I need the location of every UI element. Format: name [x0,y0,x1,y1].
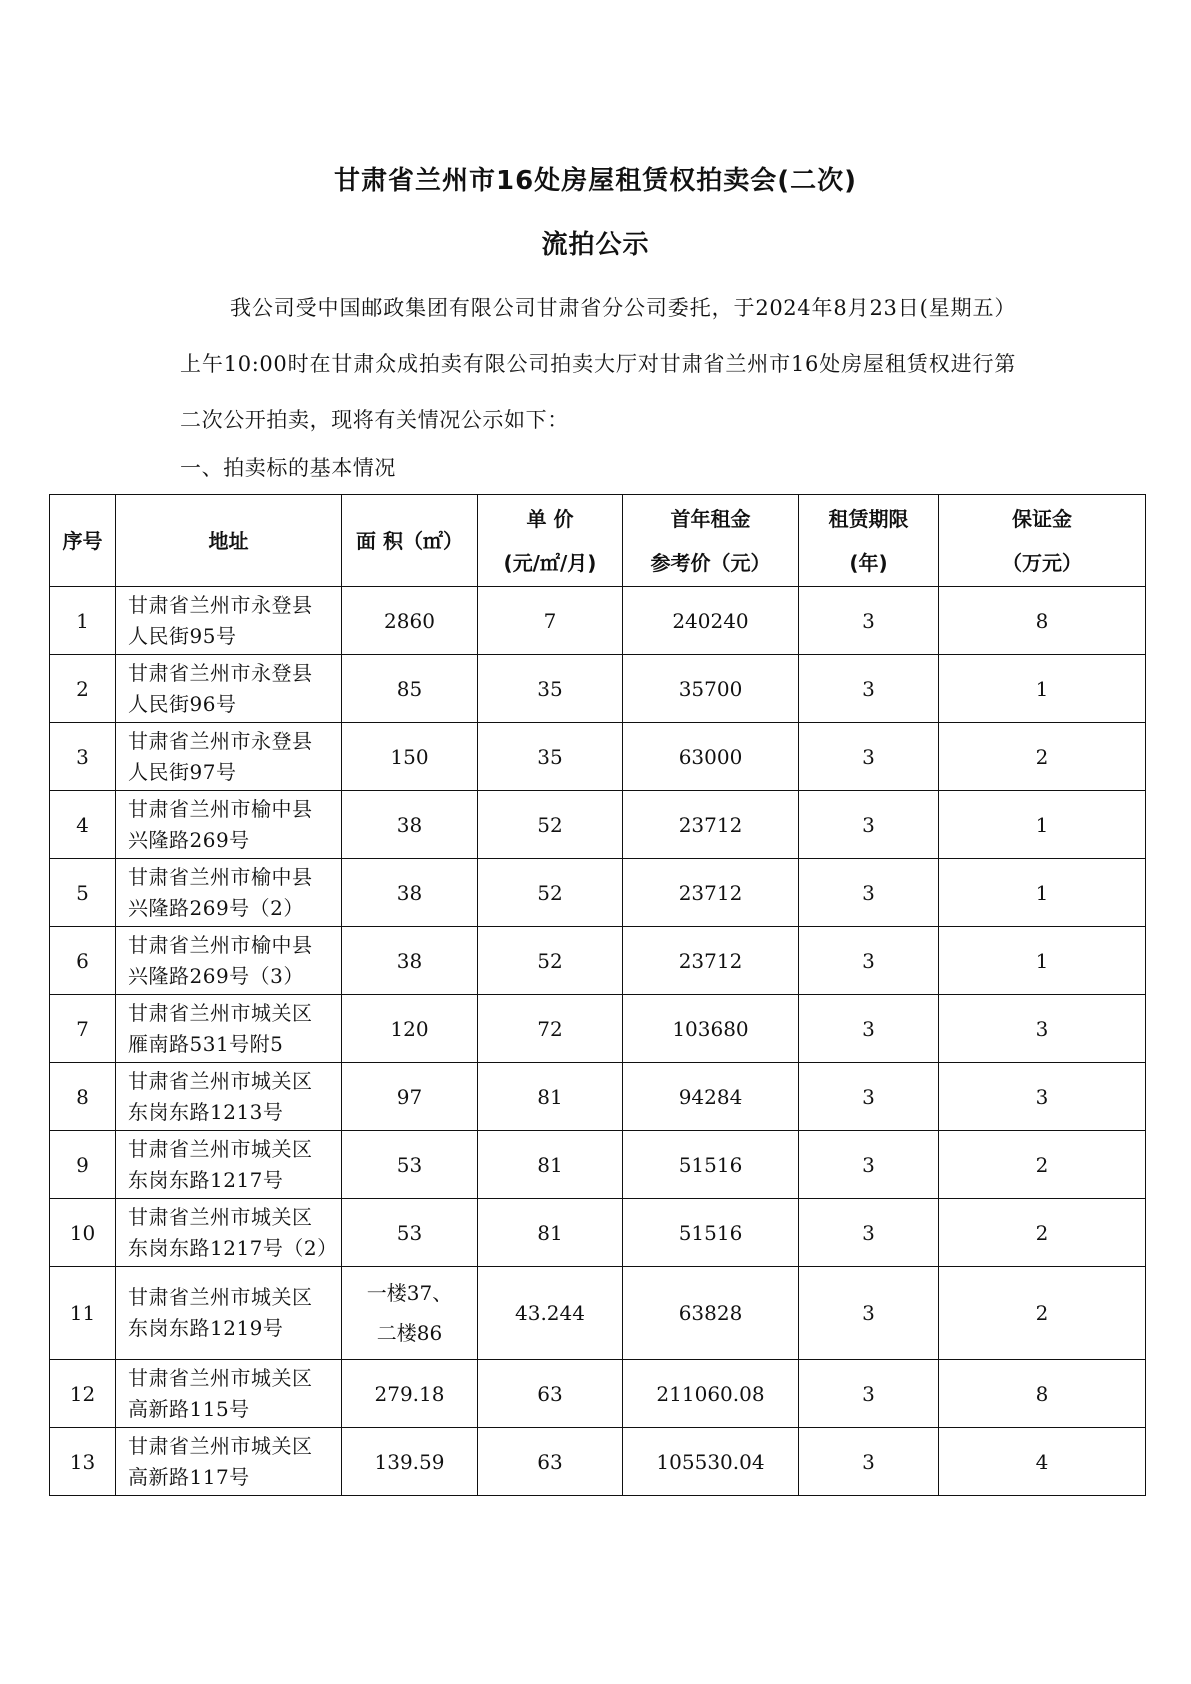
table-row [50,859,1146,927]
area-line1: 85 [396,676,423,701]
cell-unit-price: 63 [478,1360,623,1428]
address-line1: 甘肃省兰州市城关区 [128,1285,313,1309]
auction-items-table [49,494,1146,1496]
cell-deposit: 1 [939,655,1146,723]
cell-deposit: 8 [939,1360,1146,1428]
table-row [50,655,1146,723]
table-row [50,1428,1146,1496]
header-deposit-line1: 保证金 [1012,506,1072,531]
table-header-row [50,495,1146,587]
table-row [50,995,1146,1063]
cell-deposit: 2 [939,1131,1146,1199]
cell-area [342,655,478,723]
cell-unit-price: 35 [478,723,623,791]
area-line2: 二楼86 [376,1321,443,1345]
address-line1: 甘肃省兰州市城关区 [128,1433,313,1458]
address-line2: 东岗东路1217号 [128,1167,284,1192]
address-line1: 甘肃省兰州市城关区 [128,1136,313,1161]
cell-deposit: 1 [939,859,1146,927]
cell-unit-price: 81 [478,1131,623,1199]
area-line1: 150 [390,744,429,769]
cell-address [116,723,342,791]
address-line1: 甘肃省兰州市永登县 [128,592,313,617]
cell-rent: 211060.08 [623,1360,799,1428]
table-row [50,1063,1146,1131]
cell-term: 3 [799,1267,939,1360]
cell-rent: 240240 [623,587,799,655]
document-title: 甘肃省兰州市16处房屋租赁权拍卖会(二次) [334,166,857,196]
header-term [799,495,939,587]
header-term-line1: 租赁期限 [828,506,909,531]
header-rent [623,495,799,587]
cell-address [116,1428,342,1496]
header-address: 地址 [116,495,342,587]
cell-address [116,1267,342,1360]
address-line2: 兴隆路269号（2） [128,895,304,920]
cell-rent: 63828 [623,1267,799,1360]
cell-area [342,1063,478,1131]
cell-unit-price: 7 [478,587,623,655]
cell-seq: 5 [50,859,116,927]
table-row [50,587,1146,655]
header-unit-price-line2: (元/㎡/月) [503,550,597,575]
address-line1: 甘肃省兰州市城关区 [128,1365,313,1390]
address-line2: 东岗东路1217号（2） [128,1235,338,1260]
section-heading: 一、拍卖标的基本情况 [180,456,396,480]
address-line1: 甘肃省兰州市榆中县 [128,796,313,821]
area-line1: 一楼37、 [366,1281,453,1305]
cell-unit-price: 81 [478,1199,623,1267]
address-line1: 甘肃省兰州市城关区 [128,1000,313,1025]
cell-term: 3 [799,1131,939,1199]
header-unit-price-line1: 单 价 [526,506,574,531]
cell-seq: 1 [50,587,116,655]
cell-term: 3 [799,723,939,791]
cell-deposit: 3 [939,1063,1146,1131]
cell-rent: 51516 [623,1131,799,1199]
cell-address [116,927,342,995]
cell-deposit: 3 [939,995,1146,1063]
address-line2: 人民街97号 [128,759,237,784]
header-term-line2: (年) [849,550,888,575]
cell-term: 3 [799,859,939,927]
table-row [50,1267,1146,1360]
cell-rent: 23712 [623,791,799,859]
area-line1: 97 [396,1084,423,1109]
table-row [50,1199,1146,1267]
header-area: 面 积（㎡） [342,495,478,587]
intro-paragraph: 我公司受中国邮政集团有限公司甘肃省分公司委托，于2024年8月23日(星期五）上午10:00时在甘肃众成拍卖有限公司拍卖大厅对甘肃省兰州市16处房屋租赁权进行第二次公开拍卖，现将有关情况公示如下： [180,296,1016,432]
cell-term: 3 [799,1199,939,1267]
cell-rent: 23712 [623,927,799,995]
cell-address [116,859,342,927]
cell-address [116,1063,342,1131]
cell-term: 3 [799,1360,939,1428]
cell-seq: 11 [50,1267,116,1360]
cell-seq: 12 [50,1360,116,1428]
cell-address [116,587,342,655]
cell-rent: 94284 [623,1063,799,1131]
document-subtitle: 流拍公示 [541,230,650,260]
header-unit-price [478,495,623,587]
cell-area [342,1428,478,1496]
cell-area [342,1360,478,1428]
cell-seq: 7 [50,995,116,1063]
cell-area [342,1199,478,1267]
cell-term: 3 [799,655,939,723]
cell-deposit: 1 [939,927,1146,995]
header-deposit [939,495,1146,587]
cell-term: 3 [799,1428,939,1496]
cell-address [116,1360,342,1428]
address-line2: 人民街96号 [128,691,237,716]
header-deposit-line2: （万元） [1002,550,1082,575]
cell-term: 3 [799,791,939,859]
cell-area [342,859,478,927]
header-rent-line2: 参考价（元） [650,550,771,575]
cell-unit-price: 35 [478,655,623,723]
cell-seq: 9 [50,1131,116,1199]
cell-seq: 4 [50,791,116,859]
cell-seq: 8 [50,1063,116,1131]
cell-rent: 105530.04 [623,1428,799,1496]
address-line1: 甘肃省兰州市永登县 [128,660,313,685]
cell-address [116,1199,342,1267]
cell-address [116,995,342,1063]
area-line1: 38 [396,812,423,837]
cell-area [342,1267,478,1360]
cell-area [342,1131,478,1199]
address-line2: 东岗东路1219号 [128,1316,284,1340]
cell-rent: 63000 [623,723,799,791]
area-line1: 53 [396,1152,423,1177]
address-line2: 东岗东路1213号 [128,1099,284,1124]
address-line1: 甘肃省兰州市城关区 [128,1068,313,1093]
cell-unit-price: 52 [478,791,623,859]
table-body [50,587,1146,1496]
cell-rent: 23712 [623,859,799,927]
cell-unit-price: 81 [478,1063,623,1131]
cell-deposit: 2 [939,1199,1146,1267]
cell-unit-price: 52 [478,927,623,995]
cell-deposit: 2 [939,1267,1146,1360]
address-line1: 甘肃省兰州市永登县 [128,728,313,753]
table-row [50,791,1146,859]
cell-term: 3 [799,927,939,995]
cell-area [342,927,478,995]
cell-seq: 6 [50,927,116,995]
cell-area [342,791,478,859]
address-line2: 高新路117号 [128,1464,250,1489]
cell-term: 3 [799,587,939,655]
area-line1: 139.59 [374,1449,445,1474]
cell-rent: 35700 [623,655,799,723]
cell-deposit: 2 [939,723,1146,791]
address-line1: 甘肃省兰州市城关区 [128,1204,313,1229]
address-line2: 雁南路531号附5 [128,1031,284,1056]
cell-address [116,1131,342,1199]
cell-deposit: 1 [939,791,1146,859]
address-line1: 甘肃省兰州市榆中县 [128,864,313,889]
header-seq: 序号 [50,495,116,587]
area-line1: 120 [390,1016,429,1041]
area-line1: 38 [396,948,423,973]
cell-unit-price: 52 [478,859,623,927]
cell-seq: 3 [50,723,116,791]
address-line1: 甘肃省兰州市榆中县 [128,932,313,957]
area-line1: 38 [396,880,423,905]
cell-address [116,791,342,859]
address-line2: 兴隆路269号 [128,827,250,852]
table-row [50,723,1146,791]
cell-seq: 2 [50,655,116,723]
cell-term: 3 [799,995,939,1063]
area-line1: 279.18 [374,1381,445,1406]
cell-unit-price: 63 [478,1428,623,1496]
cell-seq: 13 [50,1428,116,1496]
header-rent-line1: 首年租金 [670,506,751,531]
cell-rent: 103680 [623,995,799,1063]
cell-seq: 10 [50,1199,116,1267]
cell-area [342,995,478,1063]
area-line1: 2860 [384,608,435,633]
address-line2: 高新路115号 [128,1396,250,1421]
table-row [50,1360,1146,1428]
cell-address [116,655,342,723]
cell-deposit: 4 [939,1428,1146,1496]
cell-area [342,587,478,655]
table-row [50,927,1146,995]
area-line1: 53 [396,1220,423,1245]
table-row [50,1131,1146,1199]
cell-rent: 51516 [623,1199,799,1267]
cell-term: 3 [799,1063,939,1131]
cell-unit-price: 43.244 [478,1267,623,1360]
cell-unit-price: 72 [478,995,623,1063]
address-line2: 人民街95号 [128,623,237,648]
cell-deposit: 8 [939,587,1146,655]
address-line2: 兴隆路269号（3） [128,963,304,988]
cell-area [342,723,478,791]
